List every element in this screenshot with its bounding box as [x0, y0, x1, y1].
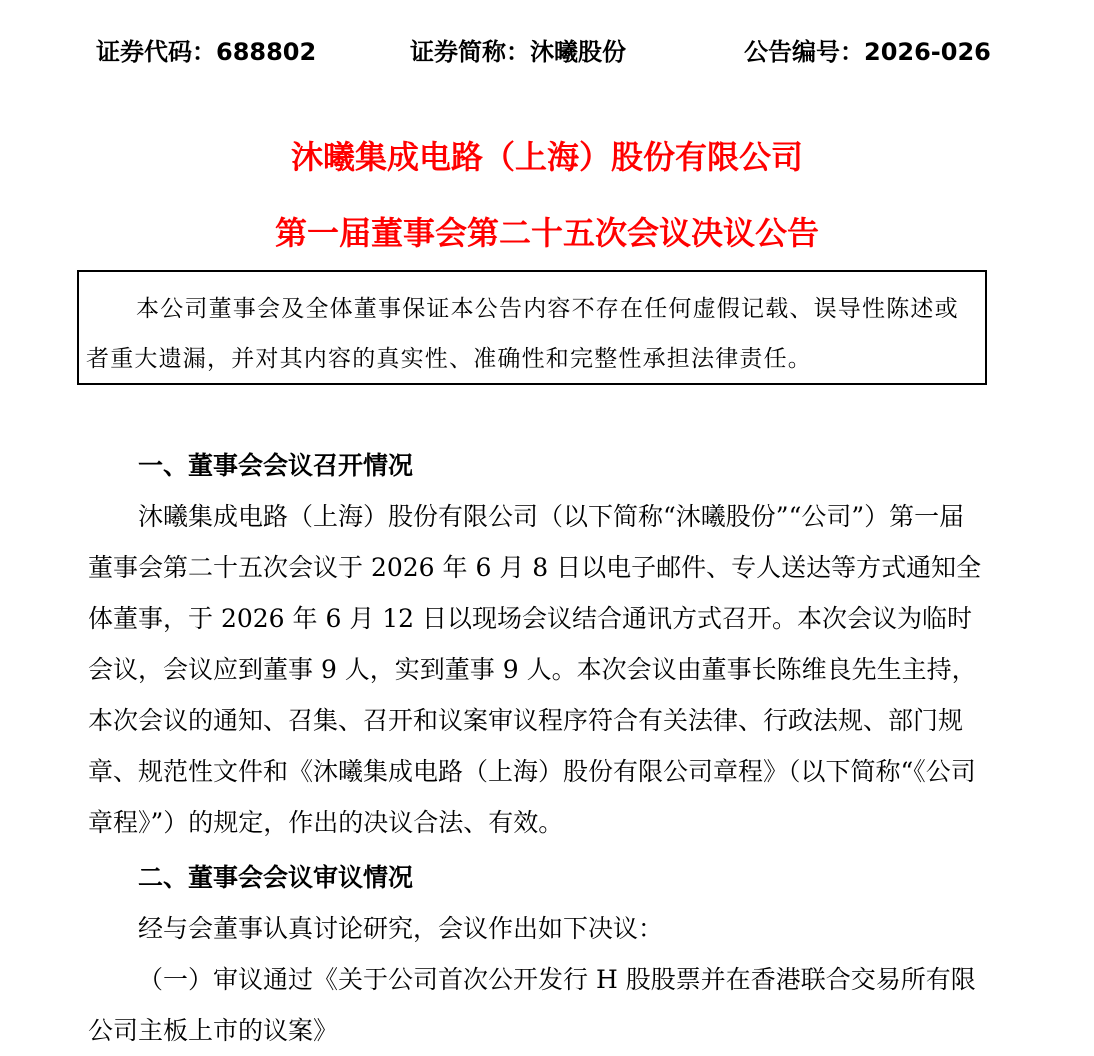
document-body [88, 440, 984, 1056]
section-2-intro: 经与会董事认真讨论研究，会议作出如下决议： [138, 914, 664, 943]
announcement-title: 第一届董事会第二十五次会议决议公告 [274, 214, 819, 252]
company-name-title: 沐曦集成电路（上海）股份有限公司 [290, 138, 803, 176]
announcement-number: 公告编号：2026-026 [744, 38, 991, 66]
section-1-heading: 一、董事会会议召开情况 [138, 451, 414, 480]
security-abbreviation: 证券简称：沐曦股份 [410, 38, 626, 66]
resolution-item-1: （一）审议通过《关于公司首次公开发行 H 股股票并在香港联合交易所有限公司主板上市的议案》 [88, 965, 976, 1045]
security-code: 证券代码：688802 [96, 38, 317, 66]
section-2-heading: 二、董事会会议审议情况 [138, 863, 414, 892]
section-1-paragraph: 沐曦集成电路（上海）股份有限公司（以下简称“沐曦股份”“公司”）第一届董事会第二十五次会议于 2026 年 6 月 8 日以电子邮件、专人送达等方式通知全体董事，于 2026 年 6 月 12 日以现场会议结合通讯方式召开。本次会议为临时会议，会议应到董事 9 人，实到董事 9 人。本次会议由董事长陈维良先生主持，本次会议的通知、召集、召开和议案审议程序符合有关法律、行政法规、部门规章、规范性文件和《沐曦集成电路（上海）股份有限公司章程》（以下简称“《公司章程》”）的规定，作出的决议合法、有效。 [88, 502, 982, 837]
announcement-header [0, 28, 1094, 68]
disclaimer-box [77, 270, 987, 385]
disclaimer-text: 本公司董事会及全体董事保证本公告内容不存在任何虚假记载、误导性陈述或者重大遗漏，并对其内容的真实性、准确性和完整性承担法律责任。 [86, 296, 959, 372]
